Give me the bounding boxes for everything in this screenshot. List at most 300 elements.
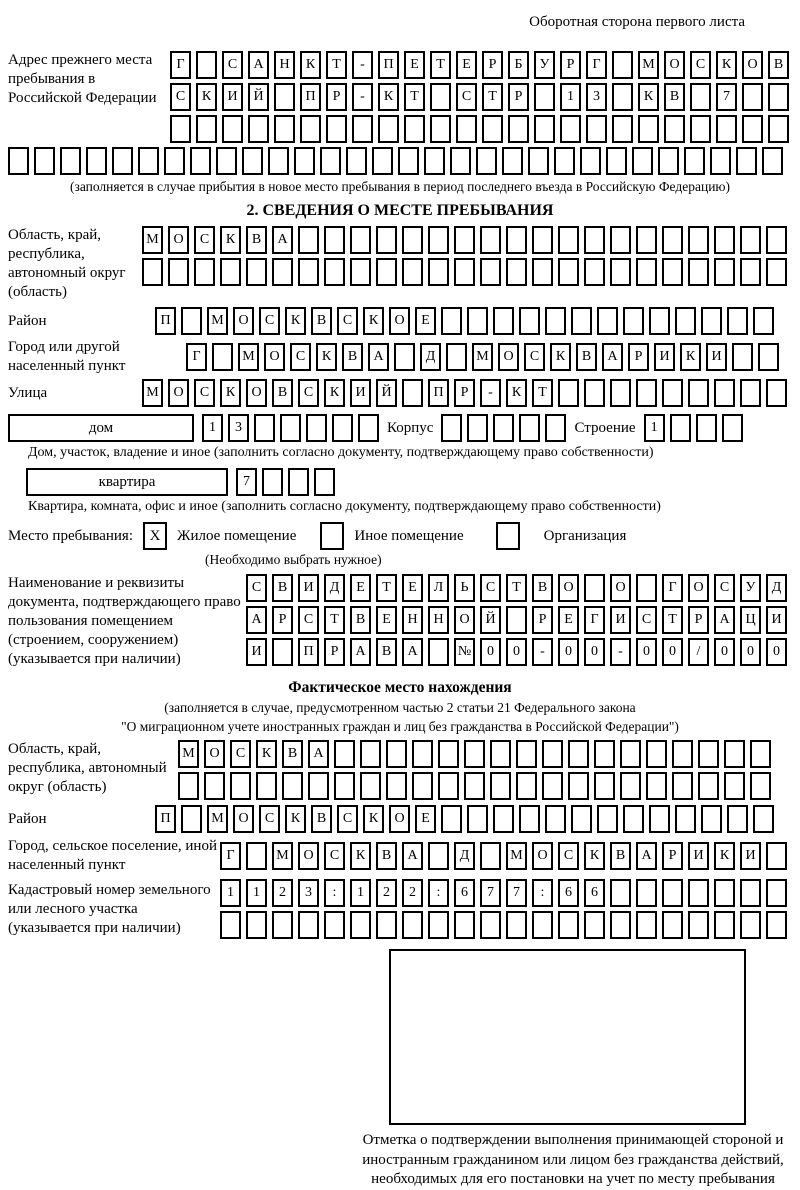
char-cell[interactable]: 1 xyxy=(202,414,223,442)
char-cell[interactable] xyxy=(662,258,683,286)
char-cell[interactable]: Е xyxy=(415,307,436,335)
char-cell[interactable] xyxy=(376,226,397,254)
char-cell[interactable] xyxy=(280,414,301,442)
char-cell[interactable] xyxy=(272,911,293,939)
char-cell[interactable]: Р xyxy=(324,638,345,666)
char-cell[interactable] xyxy=(8,147,29,175)
char-cell[interactable]: И xyxy=(740,842,761,870)
char-cell[interactable]: Р xyxy=(662,842,683,870)
char-cell[interactable]: № xyxy=(454,638,475,666)
char-cell[interactable] xyxy=(636,911,657,939)
char-cell[interactable]: А xyxy=(402,842,423,870)
char-cell[interactable]: М xyxy=(178,740,199,768)
char-cell[interactable] xyxy=(482,115,503,143)
char-cell[interactable] xyxy=(246,258,267,286)
char-cell[interactable] xyxy=(542,772,563,800)
char-cell[interactable] xyxy=(636,258,657,286)
char-cell[interactable] xyxy=(638,115,659,143)
char-cell[interactable] xyxy=(554,147,575,175)
char-cell[interactable]: Т xyxy=(482,83,503,111)
char-cell[interactable] xyxy=(168,258,189,286)
char-cell[interactable]: К xyxy=(550,343,571,371)
char-cell[interactable]: В xyxy=(610,842,631,870)
char-cell[interactable] xyxy=(314,468,335,496)
house-box[interactable]: дом xyxy=(8,414,194,442)
char-cell[interactable]: О xyxy=(498,343,519,371)
char-cell[interactable] xyxy=(768,83,789,111)
char-cell[interactable]: С xyxy=(246,574,267,602)
char-cell[interactable] xyxy=(750,740,771,768)
char-cell[interactable] xyxy=(568,772,589,800)
char-cell[interactable] xyxy=(636,879,657,907)
char-cell[interactable] xyxy=(378,115,399,143)
char-cell[interactable]: И xyxy=(688,842,709,870)
char-cell[interactable]: С xyxy=(690,51,711,79)
char-cell[interactable] xyxy=(740,258,761,286)
char-cell[interactable]: К xyxy=(638,83,659,111)
char-cell[interactable] xyxy=(558,911,579,939)
char-cell[interactable] xyxy=(571,307,592,335)
char-cell[interactable]: П xyxy=(428,379,449,407)
char-cell[interactable] xyxy=(762,147,783,175)
char-cell[interactable]: К xyxy=(256,740,277,768)
char-cell[interactable] xyxy=(672,772,693,800)
char-cell[interactable] xyxy=(142,258,163,286)
char-cell[interactable] xyxy=(467,414,488,442)
char-cell[interactable] xyxy=(580,147,601,175)
char-cell[interactable]: 3 xyxy=(298,879,319,907)
char-cell[interactable]: С xyxy=(222,51,243,79)
char-cell[interactable] xyxy=(688,258,709,286)
char-cell[interactable]: В xyxy=(272,574,293,602)
char-cell[interactable]: О xyxy=(233,805,254,833)
char-cell[interactable]: 1 xyxy=(560,83,581,111)
char-cell[interactable] xyxy=(558,379,579,407)
char-cell[interactable] xyxy=(662,879,683,907)
char-cell[interactable]: Е xyxy=(558,606,579,634)
char-cell[interactable]: С xyxy=(636,606,657,634)
char-cell[interactable]: У xyxy=(534,51,555,79)
char-cell[interactable]: К xyxy=(300,51,321,79)
char-cell[interactable]: В xyxy=(376,842,397,870)
char-cell[interactable] xyxy=(584,379,605,407)
char-cell[interactable]: Н xyxy=(274,51,295,79)
char-cell[interactable]: Т xyxy=(326,51,347,79)
char-cell[interactable]: И xyxy=(706,343,727,371)
char-cell[interactable]: С xyxy=(714,574,735,602)
char-cell[interactable]: К xyxy=(316,343,337,371)
char-cell[interactable] xyxy=(464,740,485,768)
char-cell[interactable]: А xyxy=(402,638,423,666)
char-cell[interactable] xyxy=(294,147,315,175)
char-cell[interactable] xyxy=(430,83,451,111)
char-cell[interactable] xyxy=(412,772,433,800)
char-cell[interactable]: Й xyxy=(248,83,269,111)
char-cell[interactable] xyxy=(246,911,267,939)
char-cell[interactable] xyxy=(672,740,693,768)
char-cell[interactable]: - xyxy=(352,83,373,111)
char-cell[interactable]: 7 xyxy=(716,83,737,111)
char-cell[interactable] xyxy=(714,379,735,407)
char-cell[interactable] xyxy=(558,226,579,254)
char-cell[interactable]: Е xyxy=(402,574,423,602)
char-cell[interactable]: О xyxy=(558,574,579,602)
char-cell[interactable] xyxy=(766,258,787,286)
char-cell[interactable]: О xyxy=(610,574,631,602)
char-cell[interactable]: С xyxy=(230,740,251,768)
char-cell[interactable]: 1 xyxy=(350,879,371,907)
char-cell[interactable] xyxy=(324,258,345,286)
char-cell[interactable]: А xyxy=(350,638,371,666)
char-cell[interactable]: 0 xyxy=(558,638,579,666)
char-cell[interactable]: А xyxy=(602,343,623,371)
char-cell[interactable]: С xyxy=(337,307,358,335)
char-cell[interactable]: В xyxy=(311,307,332,335)
char-cell[interactable]: 2 xyxy=(376,879,397,907)
char-cell[interactable]: Г xyxy=(220,842,241,870)
char-cell[interactable] xyxy=(262,468,283,496)
char-cell[interactable] xyxy=(467,307,488,335)
char-cell[interactable]: М xyxy=(207,307,228,335)
char-cell[interactable] xyxy=(670,414,691,442)
char-cell[interactable] xyxy=(324,226,345,254)
char-cell[interactable]: К xyxy=(378,83,399,111)
char-cell[interactable] xyxy=(438,740,459,768)
char-cell[interactable]: С xyxy=(259,307,280,335)
char-cell[interactable]: 1 xyxy=(246,879,267,907)
char-cell[interactable]: 7 xyxy=(236,468,257,496)
char-cell[interactable] xyxy=(506,606,527,634)
char-cell[interactable]: Е xyxy=(350,574,371,602)
char-cell[interactable]: К xyxy=(714,842,735,870)
char-cell[interactable]: О xyxy=(454,606,475,634)
char-cell[interactable] xyxy=(308,772,329,800)
char-cell[interactable] xyxy=(454,258,475,286)
char-cell[interactable] xyxy=(632,147,653,175)
char-cell[interactable] xyxy=(441,414,462,442)
char-cell[interactable]: 1 xyxy=(644,414,665,442)
char-cell[interactable] xyxy=(623,805,644,833)
char-cell[interactable] xyxy=(194,258,215,286)
char-cell[interactable]: С xyxy=(259,805,280,833)
char-cell[interactable]: Ц xyxy=(740,606,761,634)
char-cell[interactable] xyxy=(360,740,381,768)
char-cell[interactable]: М xyxy=(638,51,659,79)
char-cell[interactable] xyxy=(662,911,683,939)
char-cell[interactable] xyxy=(268,147,289,175)
char-cell[interactable] xyxy=(480,911,501,939)
char-cell[interactable]: 1 xyxy=(220,879,241,907)
char-cell[interactable] xyxy=(664,115,685,143)
char-cell[interactable] xyxy=(740,879,761,907)
char-cell[interactable]: Н xyxy=(402,606,423,634)
char-cell[interactable] xyxy=(306,414,327,442)
char-cell[interactable]: Г xyxy=(584,606,605,634)
char-cell[interactable]: 6 xyxy=(558,879,579,907)
char-cell[interactable]: 0 xyxy=(584,638,605,666)
char-cell[interactable] xyxy=(516,740,537,768)
apartment-box[interactable]: квартира xyxy=(26,468,228,496)
char-cell[interactable] xyxy=(181,307,202,335)
char-cell[interactable]: Н xyxy=(428,606,449,634)
char-cell[interactable]: О xyxy=(233,307,254,335)
char-cell[interactable]: А xyxy=(246,606,267,634)
char-cell[interactable] xyxy=(724,740,745,768)
char-cell[interactable] xyxy=(298,258,319,286)
char-cell[interactable]: 6 xyxy=(584,879,605,907)
char-cell[interactable] xyxy=(714,879,735,907)
char-cell[interactable] xyxy=(658,147,679,175)
char-cell[interactable] xyxy=(612,51,633,79)
char-cell[interactable]: С xyxy=(524,343,545,371)
char-cell[interactable] xyxy=(298,226,319,254)
char-cell[interactable] xyxy=(428,911,449,939)
char-cell[interactable]: Г xyxy=(186,343,207,371)
char-cell[interactable] xyxy=(532,258,553,286)
char-cell[interactable] xyxy=(597,307,618,335)
char-cell[interactable] xyxy=(690,83,711,111)
char-cell[interactable] xyxy=(690,115,711,143)
char-cell[interactable]: П xyxy=(300,83,321,111)
char-cell[interactable] xyxy=(112,147,133,175)
char-cell[interactable]: О xyxy=(742,51,763,79)
char-cell[interactable] xyxy=(612,83,633,111)
char-cell[interactable] xyxy=(352,115,373,143)
char-cell[interactable] xyxy=(60,147,81,175)
char-cell[interactable]: В xyxy=(342,343,363,371)
char-cell[interactable]: У xyxy=(740,574,761,602)
char-cell[interactable]: С xyxy=(194,379,215,407)
char-cell[interactable] xyxy=(571,805,592,833)
char-cell[interactable]: 3 xyxy=(586,83,607,111)
char-cell[interactable]: П xyxy=(378,51,399,79)
char-cell[interactable]: К xyxy=(363,805,384,833)
char-cell[interactable]: 0 xyxy=(714,638,735,666)
char-cell[interactable] xyxy=(534,115,555,143)
char-cell[interactable] xyxy=(610,258,631,286)
char-cell[interactable] xyxy=(701,805,722,833)
char-cell[interactable] xyxy=(34,147,55,175)
char-cell[interactable]: Р xyxy=(628,343,649,371)
char-cell[interactable] xyxy=(722,414,743,442)
char-cell[interactable] xyxy=(181,805,202,833)
char-cell[interactable]: Е xyxy=(376,606,397,634)
char-cell[interactable] xyxy=(612,115,633,143)
char-cell[interactable]: К xyxy=(506,379,527,407)
char-cell[interactable] xyxy=(428,638,449,666)
char-cell[interactable] xyxy=(212,343,233,371)
char-cell[interactable] xyxy=(334,740,355,768)
char-cell[interactable] xyxy=(424,147,445,175)
char-cell[interactable] xyxy=(714,258,735,286)
char-cell[interactable] xyxy=(662,226,683,254)
char-cell[interactable]: В xyxy=(532,574,553,602)
char-cell[interactable]: / xyxy=(688,638,709,666)
char-cell[interactable]: А xyxy=(272,226,293,254)
char-cell[interactable]: С xyxy=(194,226,215,254)
char-cell[interactable] xyxy=(246,842,267,870)
char-cell[interactable] xyxy=(480,258,501,286)
char-cell[interactable] xyxy=(584,258,605,286)
char-cell[interactable]: - xyxy=(352,51,373,79)
char-cell[interactable]: Г xyxy=(170,51,191,79)
char-cell[interactable] xyxy=(688,226,709,254)
char-cell[interactable] xyxy=(332,414,353,442)
char-cell[interactable] xyxy=(274,115,295,143)
char-cell[interactable] xyxy=(480,226,501,254)
char-cell[interactable]: Р xyxy=(482,51,503,79)
char-cell[interactable] xyxy=(272,638,293,666)
char-cell[interactable]: : xyxy=(428,879,449,907)
char-cell[interactable] xyxy=(493,805,514,833)
char-cell[interactable]: В xyxy=(282,740,303,768)
char-cell[interactable] xyxy=(698,772,719,800)
char-cell[interactable]: С xyxy=(298,379,319,407)
char-cell[interactable] xyxy=(402,258,423,286)
char-cell[interactable]: С xyxy=(170,83,191,111)
char-cell[interactable] xyxy=(568,740,589,768)
char-cell[interactable]: - xyxy=(610,638,631,666)
char-cell[interactable] xyxy=(230,772,251,800)
char-cell[interactable]: К xyxy=(363,307,384,335)
char-cell[interactable] xyxy=(428,258,449,286)
char-cell[interactable]: В xyxy=(246,226,267,254)
char-cell[interactable]: М xyxy=(472,343,493,371)
char-cell[interactable]: О xyxy=(204,740,225,768)
char-cell[interactable] xyxy=(196,115,217,143)
char-cell[interactable] xyxy=(220,911,241,939)
char-cell[interactable] xyxy=(454,911,475,939)
char-cell[interactable]: С xyxy=(558,842,579,870)
char-cell[interactable]: Р xyxy=(326,83,347,111)
char-cell[interactable] xyxy=(358,414,379,442)
char-cell[interactable]: О xyxy=(389,307,410,335)
char-cell[interactable]: 0 xyxy=(480,638,501,666)
char-cell[interactable]: О xyxy=(168,226,189,254)
char-cell[interactable]: С xyxy=(290,343,311,371)
char-cell[interactable] xyxy=(649,805,670,833)
char-cell[interactable]: 0 xyxy=(766,638,787,666)
char-cell[interactable]: О xyxy=(688,574,709,602)
char-cell[interactable] xyxy=(766,911,787,939)
char-cell[interactable]: 3 xyxy=(228,414,249,442)
char-cell[interactable]: Р xyxy=(532,606,553,634)
char-cell[interactable] xyxy=(532,226,553,254)
char-cell[interactable] xyxy=(646,772,667,800)
char-cell[interactable] xyxy=(493,414,514,442)
char-cell[interactable]: К xyxy=(285,805,306,833)
char-cell[interactable]: Г xyxy=(586,51,607,79)
char-cell[interactable]: Р xyxy=(688,606,709,634)
char-cell[interactable] xyxy=(506,911,527,939)
char-cell[interactable]: В xyxy=(664,83,685,111)
char-cell[interactable]: О xyxy=(532,842,553,870)
char-cell[interactable]: В xyxy=(768,51,789,79)
char-cell[interactable]: С xyxy=(456,83,477,111)
char-cell[interactable]: Т xyxy=(376,574,397,602)
char-cell[interactable]: 0 xyxy=(506,638,527,666)
char-cell[interactable]: О xyxy=(246,379,267,407)
char-cell[interactable] xyxy=(636,379,657,407)
char-cell[interactable] xyxy=(594,772,615,800)
char-cell[interactable] xyxy=(372,147,393,175)
char-cell[interactable] xyxy=(766,879,787,907)
char-cell[interactable] xyxy=(164,147,185,175)
char-cell[interactable] xyxy=(766,379,787,407)
char-cell[interactable]: 0 xyxy=(662,638,683,666)
char-cell[interactable] xyxy=(274,83,295,111)
char-cell[interactable]: И xyxy=(246,638,267,666)
char-cell[interactable]: Т xyxy=(532,379,553,407)
char-cell[interactable] xyxy=(534,83,555,111)
char-cell[interactable]: О xyxy=(168,379,189,407)
char-cell[interactable] xyxy=(768,115,789,143)
char-cell[interactable]: Д xyxy=(454,842,475,870)
char-cell[interactable] xyxy=(464,772,485,800)
char-cell[interactable]: 7 xyxy=(480,879,501,907)
char-cell[interactable]: Й xyxy=(376,379,397,407)
char-cell[interactable]: А xyxy=(248,51,269,79)
char-cell[interactable] xyxy=(519,307,540,335)
char-cell[interactable] xyxy=(506,258,527,286)
char-cell[interactable] xyxy=(346,147,367,175)
char-cell[interactable] xyxy=(716,115,737,143)
char-cell[interactable]: К xyxy=(324,379,345,407)
char-cell[interactable] xyxy=(178,772,199,800)
char-cell[interactable] xyxy=(740,911,761,939)
char-cell[interactable] xyxy=(222,115,243,143)
char-cell[interactable] xyxy=(467,805,488,833)
char-cell[interactable] xyxy=(636,574,657,602)
char-cell[interactable] xyxy=(610,379,631,407)
char-cell[interactable] xyxy=(560,115,581,143)
char-cell[interactable] xyxy=(216,147,237,175)
char-cell[interactable] xyxy=(528,147,549,175)
char-cell[interactable] xyxy=(288,468,309,496)
char-cell[interactable] xyxy=(696,414,717,442)
char-cell[interactable]: К xyxy=(680,343,701,371)
char-cell[interactable] xyxy=(282,772,303,800)
char-cell[interactable]: Т xyxy=(404,83,425,111)
char-cell[interactable] xyxy=(480,842,501,870)
char-cell[interactable]: П xyxy=(155,805,176,833)
char-cell[interactable]: О xyxy=(264,343,285,371)
char-cell[interactable] xyxy=(698,740,719,768)
char-cell[interactable] xyxy=(320,147,341,175)
char-cell[interactable] xyxy=(610,226,631,254)
char-cell[interactable]: Ь xyxy=(454,574,475,602)
char-cell[interactable] xyxy=(326,115,347,143)
char-cell[interactable]: Т xyxy=(430,51,451,79)
char-cell[interactable] xyxy=(272,258,293,286)
char-cell[interactable] xyxy=(558,258,579,286)
char-cell[interactable] xyxy=(727,307,748,335)
char-cell[interactable] xyxy=(610,911,631,939)
char-cell[interactable]: Й xyxy=(480,606,501,634)
char-cell[interactable] xyxy=(516,772,537,800)
char-cell[interactable]: Д xyxy=(420,343,441,371)
char-cell[interactable] xyxy=(545,805,566,833)
char-cell[interactable]: М xyxy=(238,343,259,371)
char-cell[interactable]: К xyxy=(350,842,371,870)
char-cell[interactable]: Р xyxy=(508,83,529,111)
char-cell[interactable]: И xyxy=(654,343,675,371)
char-cell[interactable] xyxy=(724,772,745,800)
char-cell[interactable] xyxy=(402,226,423,254)
char-cell[interactable] xyxy=(196,51,217,79)
char-cell[interactable] xyxy=(220,258,241,286)
char-cell[interactable] xyxy=(727,805,748,833)
